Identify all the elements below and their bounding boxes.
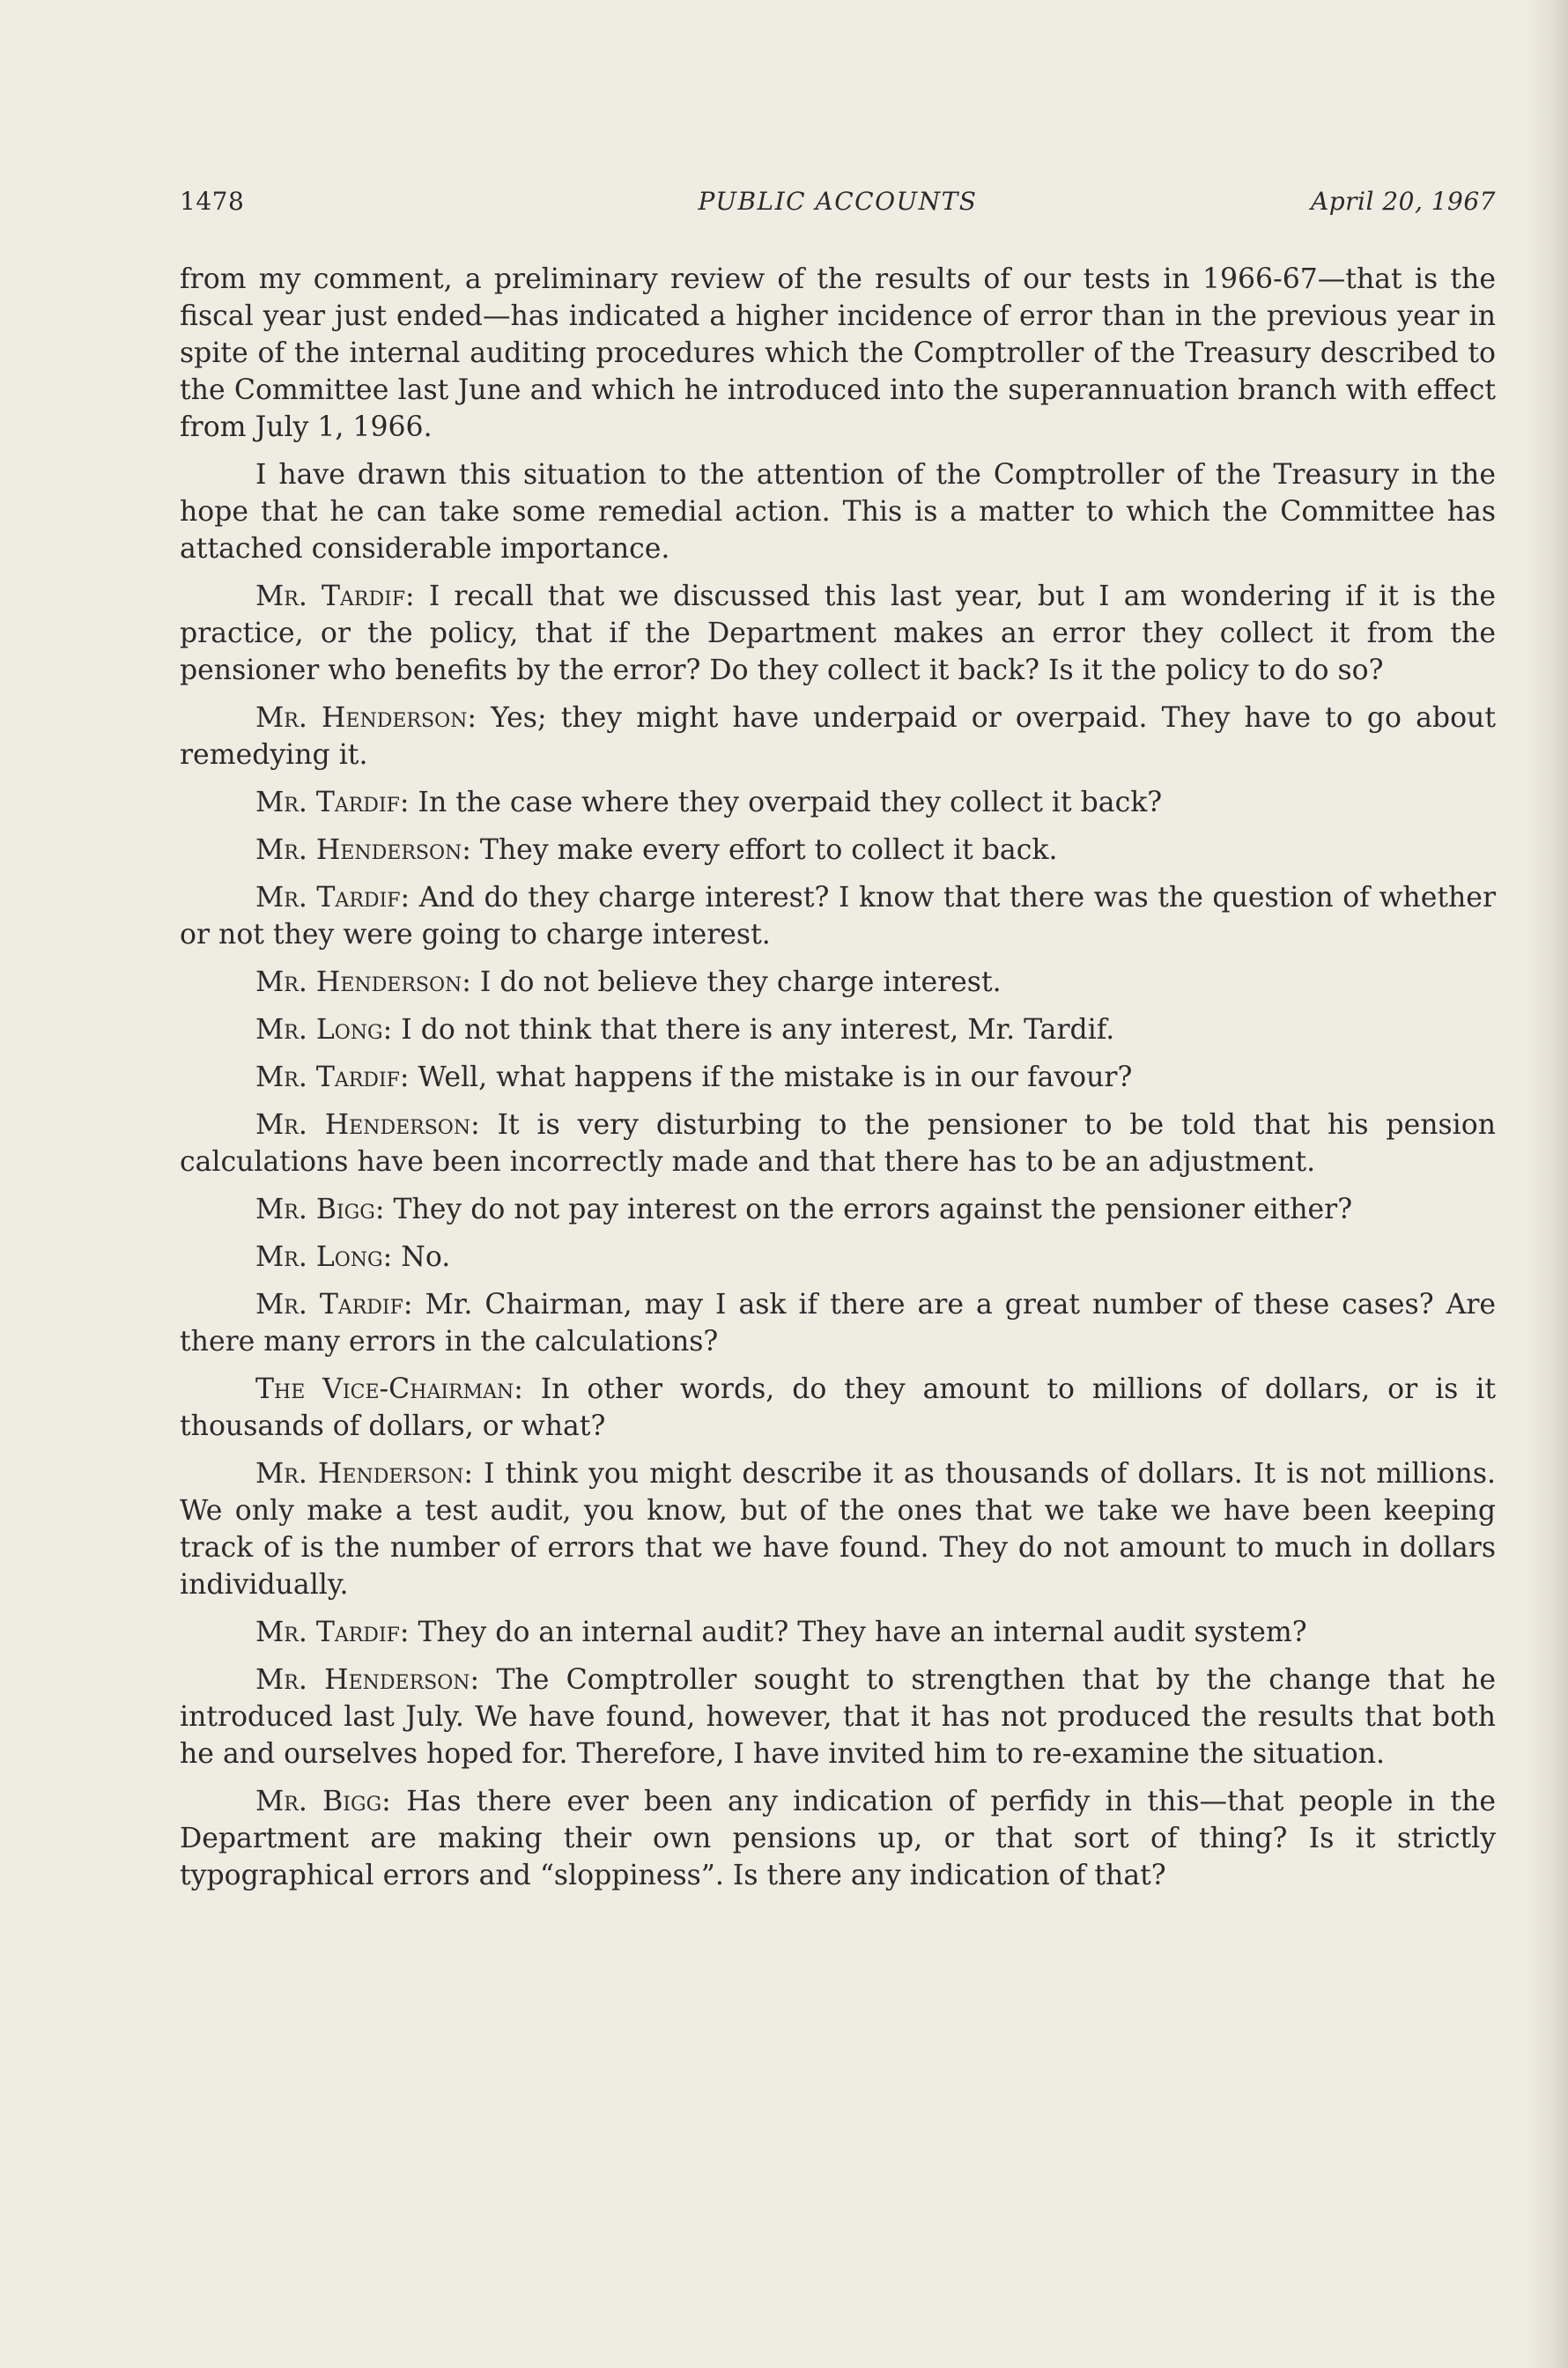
paragraph-text: Yes; they might have underpaid or overpaid. They have to go about remedying it.: [180, 702, 1496, 771]
page-number: 1478: [180, 187, 245, 216]
paragraph: [180, 1455, 1496, 1603]
speaker-name: Mr. Bigg:: [255, 1786, 391, 1817]
speaker-name: Mr. Tardif:: [255, 882, 410, 914]
paragraph: [180, 1011, 1496, 1048]
paragraph-text: In the case where they overpaid they collect it back?: [418, 787, 1163, 818]
paragraph-text: Has there ever been any indication of perfidy in this—that people in the Department are making their own pensions up, or that sort of thing? Is it strictly typographical errors and “sloppiness”. Is there any indication of that?: [180, 1786, 1497, 1891]
speaker-name: Mr. Tardif:: [255, 581, 415, 612]
paragraph: [180, 1059, 1496, 1096]
speaker-name: Mr. Bigg:: [255, 1194, 385, 1225]
paragraph: [180, 1106, 1496, 1180]
paragraph: [180, 1661, 1496, 1772]
paragraph-text: They make every effort to collect it back.: [479, 834, 1058, 866]
paragraph: [180, 1614, 1496, 1651]
paragraph-text: They do not pay interest on the errors against the pensioner either?: [393, 1194, 1353, 1225]
paragraph: [180, 1239, 1496, 1276]
paragraph: [180, 699, 1496, 773]
paragraph: [180, 1191, 1496, 1228]
running-title: PUBLIC ACCOUNTS: [698, 187, 978, 216]
paragraph-text: The Comptroller sought to strengthen that by the change that he introduced last July. We have found, however, that it has not produced the results that both he and ourselves hoped for. Therefore, I have invited him to re-examine the situation.: [180, 1664, 1496, 1770]
speaker-name: Mr. Henderson:: [255, 1109, 480, 1141]
paragraph-text: No.: [401, 1241, 451, 1273]
paragraph-text: I think you might describe it as thousands of dollars. It is not millions. We only make a test audit, you know, but of the ones that we take we have been keeping track of is the number of errors that we have found. They do not amount to much in dollars individually.: [180, 1458, 1497, 1601]
paragraph: [180, 261, 1496, 446]
paragraph-text: from my comment, a preliminary review of the results of our tests in 1966-67—that is the fiscal year just ended—has indicated a higher incidence of error than in the previous year in spite of the internal auditing procedures which the Comptroller of the Treasury described to the Committee last June and which he introduced into the superannuation branch with effect from July 1, 1966.: [180, 263, 1496, 443]
paragraph: [180, 1286, 1496, 1360]
speaker-name: Mr. Tardif:: [255, 787, 410, 818]
paragraph-text: Mr. Chairman, may I ask if there are a great number of these cases? Are there many errors in the calculations?: [180, 1289, 1497, 1358]
speaker-name: Mr. Tardif:: [255, 1617, 410, 1648]
speaker-name: Mr. Henderson:: [255, 1664, 480, 1696]
page-header: [180, 187, 1496, 226]
speaker-name: Mr. Henderson:: [255, 702, 477, 734]
paragraph: [180, 578, 1496, 689]
paragraph: [180, 832, 1496, 869]
paragraph-text: I recall that we discussed this last year, but I am wondering if it is the practice, or the policy, that if the Department makes an error they collect it from the pensioner who benefits by the error? Do they collect it back? Is it the policy to do so?: [180, 581, 1496, 686]
speaker-name: Mr. Henderson:: [255, 1458, 473, 1490]
paragraph-text: And do they charge interest? I know that there was the question of whether or not they were going to charge interest.: [180, 882, 1497, 951]
paragraph-text: Well, what happens if the mistake is in our favour?: [418, 1062, 1133, 1093]
speaker-name: Mr. Long:: [255, 1241, 393, 1273]
paragraph-text: In other words, do they amount to millions of dollars, or is it thousands of dollars, or what?: [180, 1373, 1496, 1442]
paragraph-text: I do not think that there is any interest, Mr. Tardif.: [401, 1014, 1115, 1046]
speaker-name: Mr. Tardif:: [255, 1289, 413, 1321]
speaker-name: Mr. Long:: [255, 1014, 393, 1046]
speaker-name: Mr. Tardif:: [255, 1062, 410, 1093]
speaker-name: The Vice-Chairman:: [255, 1373, 523, 1405]
page-edge-shadow: [1527, 0, 1568, 2368]
paragraph: [180, 456, 1496, 567]
paragraph-text: It is very disturbing to the pensioner to be told that his pension calculations have been incorrectly made and that there has to be an adjustment.: [180, 1109, 1497, 1178]
paragraph-text: I do not believe they charge interest.: [479, 966, 1002, 998]
paragraph-text: They do an internal audit? They have an internal audit system?: [418, 1617, 1307, 1648]
page-body: [180, 261, 1496, 1905]
paragraph: [180, 1783, 1496, 1894]
paragraph: [180, 784, 1496, 821]
speaker-name: Mr. Henderson:: [255, 966, 471, 998]
paragraph-text: I have drawn this situation to the attention of the Comptroller of the Treasury in the hope that he can take some remedial action. This is a matter to which the Committee has attached considerable importance.: [180, 459, 1496, 565]
paragraph: [180, 964, 1496, 1001]
page-date: April 20, 1967: [1310, 187, 1496, 216]
paragraph: [180, 1371, 1496, 1445]
speaker-name: Mr. Henderson:: [255, 834, 471, 866]
paragraph: [180, 879, 1496, 953]
